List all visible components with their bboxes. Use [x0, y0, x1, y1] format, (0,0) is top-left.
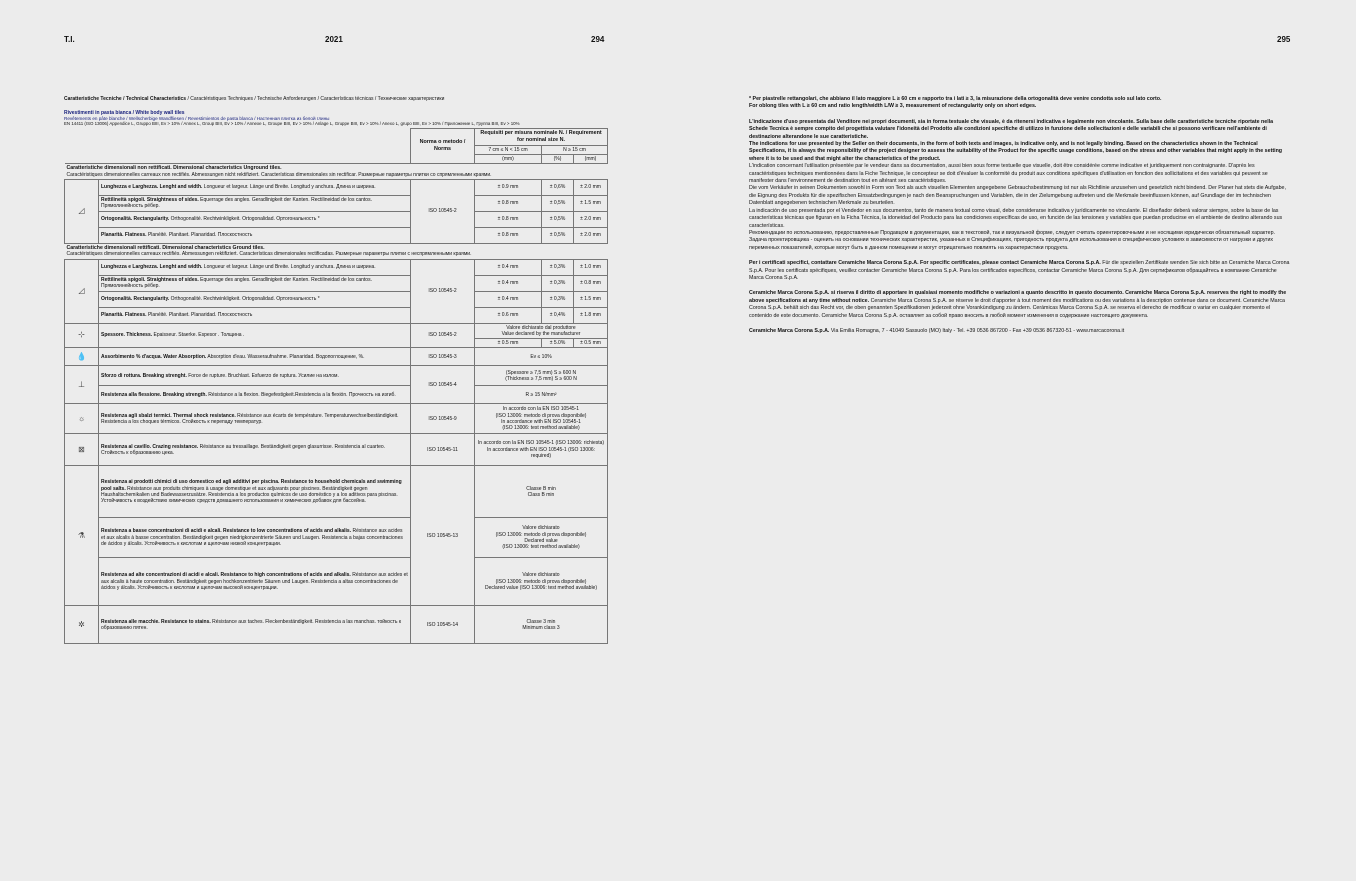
characteristics-table: Norma o metodo / Norms Requisiti per misura nominale N. / Requirement for nominal size N. 7 cm ≤ N < 15 cm N ≥ 15 cm (mm) (%) (mm) Caratteristiche dimensionali non rettificati. Dimensional characteristics Unground tiles. Caractéristiques dimensionnelles carreaux non rectifiés. Abmessungen nicht rektifiziert. Características dimensionales sin rectificar. Размерные параметры плитки со спрямленными краями. ◿ Lunghezza e Larghezza. Lenght and width. Longueur et largeur. Länge und Breite. Longitud y anchura. Длина и ширина. ISO 10545-2 ± 0.9 mm ± 0,6% ± 2.0 mm Rettilineità spigoli. Straightness of sides. Equerrage des angles. Geradlinigkeit der Kanten. Rectilineidad de los cantos. Прямолинейность рёбер. ± 0.8 mm ± 0,5% ± 1.5 mm Ortogonalità. Rectangularity. Orthogonalité. Rechtwinkligkeit. Ortogonalidad. Ортогональность * ± 0.8 mm ± 0,5% ± 2.0 mm Planarità. Flatness. Planéité. Planitaet. Planaridad. Плоскостность ± 0.8 mm ± 0,5% ± 2.0 mm Caratteristiche dimensionali rettificati. Dimensional characteristics Ground tiles. Caractéristiques dimensionnelles carreaux rectifiés. Abmessungen rektifiziert. Características dimensionales rectificadas. Размерные параметры плитки с неспрямленными краями. ◿ Lunghezza e Larghezza. Lenght and width. Longueur et largeur. Länge und Breite. Longitud y anchura. Длина и ширина. ISO 10545-2 ± 0.4 mm ± 0,3% ± 1.0 mm Rettilineità spigoli. Straightness of sides. Equerrage des angles. Geradlinigkeit der Kanten. Rectilineidad de los cantos. Прямолинейность рёбер. ± 0.4 mm ± 0,3% ± 0.8 mm Ortogonalità. Rectangularity. Orthogonalité. Rechtwinkligkeit. Ortogonalidad. Ортогональность * ± 0.4 mm ± 0,3% ± 1.5 mm Planarità. Flatness. Planéité. Planitaet. Planaridad. Плоскостность ± 0.6 mm ± 0,4% ± 1.8 mm ⊹ Spessore. Thickness. Epaisseur. Staerke. Espesor . Толщина . ISO 10545-2 Valore dichiarato dal produttore Value declared by the manufacturer ± 0.5 mm ± 5.0% ± 0.5 mm 💧 Assorbimento % d'acqua. Water Absorption. Absorption d'eau. Wasseraufnahme. Planaridad. Водопоглощение, %. ISO 10545-3 Ev ≤ 10% ⊥ Sforzo di rottura. Breaking strenght. Force de rupture. Bruchlast. Esfuerzo de ruptura. Усилие на излом. ISO 10545-4 (Spessore ≥ 7,5 mm) S ≥ 600 N (Thickness ≥ 7,5 mm) S ≥ 600 N Resistenza alla flessione. Breaking strength. Résistance a la flexion. Biegefestigkeit.Resistencia a la flexión. Прочность на изгиб. R ≥ 15 N/mm² ☼ Resistenza agli sbalzi termici. Thermal shock resistance. Résistance aux écarts de température. Temperaturwechselbeständigkeit. Resistencia a los choques térmicos. Стойкость к перепаду температур. ISO 10545-9 In accordo con la EN ISO 10545-1 (ISO 13006: metodo di prova disponibile) In accordance with EN ISO 10545-1 (ISO 13006: test method available) ⊠ Resistenza al cavillo. Crazing resistance. Résistance au tressaillage. Beständigkeit gegen glasurrisse. Resistencia al cuarteo. Стойкость к образованию цека. ISO 10545-11 In accordo con la EN ISO 10545-1 (ISO 13006: richiesta) In accordance with EN ISO 10545-1 (ISO 13006: required) ⚗ Resistenza ai prodotti chimici di uso domestico ed agli additivi per piscina. Resistance to household chemicals and swimming pool salts. Résistance aux produits chimiques à usage domestique et aux adjuvants pour piscines. Beständigkeit gegen Haushaltschemikalien und Badewasserzusätze. Resistencia a los productos químicos de uso doméstico y a los aditivos para piscinas. Устойчивость к воздействию химических средств домашнего использования и химических добавок для бассейна. ISO 10545-13 Classe B min Class B min Resistenza a basse concentrazioni di acidi e alcali. Resistance to low concentrations of acids and alkalis. Résistance aux acides et aux alcalis à basse concentration. Beständigkeit gegen niedrigkonzentrierte Säuren und Laugen. Resistencia a bajas concentraciones de ácidos y álcalis. Устойчивость к кислотам и щелочам низкой концентрации. Valore dichiarato (ISO 13006: metodo di prova disponibile) Declared value (ISO 13006: test method available) Resistenza ad alte concentrazioni di acidi e alcali. Resistance to high concentrations of acids and alkalis. Résistance aux acides et aux alcalis à haute concentration. Beständigkeit gegen hochkonzentrierte Säuren und Laugen. Resistencia a altas concentraciones de ácidos y álcalis. Устойчивость к кислотам и щелочам высокой концентрации. Valore dichiarato (ISO 13006: metodo di prova disponibile) Declared value (ISO 13006: test method available) ✲ Resistenza alle macchie. Resistance to stains. Résistance aux taches. Fleckenbeständigkeit. Resistencia a las manchas. тойкость к образованию пятен. ISO 10545-14 Classe 3 min Minimum class 3 — [64, 128, 608, 644]
row-water-absorption: Assorbimento % d'acqua. Water Absorption. Absorption d'eau. Wasseraufnahme. Planaridad. Водопоглощение, %. — [99, 348, 411, 366]
size-col-small: 7 cm ≤ N < 15 cm — [475, 145, 542, 154]
ruler-icon: ◿ — [65, 179, 99, 243]
breaking-icon: ⊥ — [65, 366, 99, 404]
stains-value: Classe 3 min Minimum class 3 — [475, 606, 608, 644]
product-subtitle-translations: Revêtements en pâte blanche / Wellscherbige Wandfliesen / Revestimientos de pasta blanca / Настенная плитка из белой глины — [64, 116, 330, 121]
row-rectangularity: Ortogonalità. Rectangularity. Orthogonalité. Rechtwinkligkeit. Ortogonalidad. Ортогональность * — [99, 291, 411, 307]
chemical-icon: ⚗ — [65, 466, 99, 606]
row-straightness: Rettilineità spigoli. Straightness of sides. Equerrage des angles. Geradlinigkeit der Kanten. Rectilineidad de los cantos. Прямолинейность рёбер. — [99, 195, 411, 211]
rights-note: Ceramiche Marca Corona S.p.A. si riserva il diritto di apportare in qualsiasi momento modifiche o variazioni a quanto descritto in questo documento. Ceramiche Marca Corona S.p.A. reserves the right to modify the above specifications at any time without notice. Ceramiche Marca Corona S.p.A. se réserve le droit d'apporter à tout moment des modifications ou des variations à la description contenue dans ce document. Ceramiche Marca Corona S.p.A. behält sich das Recht vor, die oben genannten Spezifikationen jederzeit ohne Vorankündigung zu ändern. Cerámicas Marca Corona S.p.A. se reserva el derecho de modificar o variar en cualquier momento el contenido de este documento. Ceramiche Marca Corona S.p.A. оставляет за собой право вносить в любой момент изменения в содержание настоящего документа. — [749, 290, 1287, 319]
section-ground: Caratteristiche dimensionali rettificati. Dimensional characteristics Ground tiles. Caractéristiques dimensionnelles carreaux rectifiés. Abmessungen rektifiziert. Características dimensionales rectificadas. Размерные параметры плитки с неспрямленными краями. — [65, 243, 608, 259]
row-rectangularity: Ortogonalità. Rectangularity. Orthogonalité. Rechtwinkligkeit. Ortogonalidad. Ортогональность * — [99, 211, 411, 227]
water-drop-icon: 💧 — [65, 348, 99, 366]
table-title: Caratteristiche Tecniche / Technical Characteristics / Caractéristiques Techniques / Technische Anforderungen / Características técnicas / Технические характеристики — [64, 96, 445, 102]
certificates-note: Per i certificati specifici, contattare Ceramiche Marca Corona S.p.A. For specific certificates, please contact Ceramiche Marca Corona S.p.A. Für die speziellen Zertifikate wenden Sie sich bitte an Ceramiche Marca Corona S.p.A. Pour les certificats spécifiques, veuillez contacter Ceramiche Marca Corona S.p.A. Para los certificados específicos, contactar Ceramiche Marca Corona S.p.A. Для сертификатов обращайтесь в компанию Ceramiche Marca Corona S.p.A. — [749, 260, 1290, 281]
chem1-value: Classe B min Class B min — [475, 466, 608, 518]
row-flatness: Planarità. Flatness. Planéité. Planitaet. Planaridad. Плоскостность — [99, 307, 411, 323]
size-col-large: N ≥ 15 cm — [542, 145, 608, 154]
row-stains: Resistenza alle macchie. Resistance to stains. Résistance aux taches. Fleckenbeständigkeit. Resistencia a las manchas. тойкость к образованию пятен. — [99, 606, 411, 644]
section-unground: Caratteristiche dimensionali non rettificati. Dimensional characteristics Unground tiles. Caractéristiques dimensionnelles carreaux non rectifiés. Abmessungen nicht rektifiziert. Características dimensionales sin rectificar. Размерные параметры плитки со спрямленными краями. — [65, 164, 608, 180]
row-length-width: Lunghezza e Larghezza. Lenght and width. Longueur et largeur. Länge und Breite. Longitud y anchura. Длина и ширина. — [99, 179, 411, 195]
product-subtitle: Rivestimenti in pasta bianca / White body wall tiles — [64, 110, 185, 116]
row-straightness: Rettilineità spigoli. Straightness of sides. Equerrage des angles. Geradlinigkeit der Kanten. Rectilineidad de los cantos. Прямолинейность рёбер. — [99, 275, 411, 291]
norm-cell: ISO 10545-11 — [411, 434, 475, 466]
standard-reference: EN 14411 (ISO 13006) Appendice L, Gruppo BIII, Ev > 10% / Annex L, Group BIII, Ev > 10% / Annexe L, Groupe BIII, Ev > 10% / Anlage L, Gruppe BIII, Ev > 10% / Anexo L, grupo BIII, Ev > 10% / Приложение L, Группа BIII, Ev > 10% — [64, 121, 520, 126]
note-rectangularity: * Per piastrelle rettangolari, che abbiano il lato maggiore L ≥ 60 cm e rapporto tra i lati ≥ 3, la misurazione della ortogonalità deve venire condotta solo sul lato corto. For oblong tiles with L ≥ 60 cm and ratio length/width L/W ≥ 3, measurement of rectangularity only on short edges. — [749, 96, 1162, 110]
row-flatness: Planarità. Flatness. Planéité. Planitaet. Planaridad. Плоскостность — [99, 227, 411, 243]
row-thickness: Spessore. Thickness. Epaisseur. Staerke. Espesor . Толщина . — [99, 323, 411, 348]
norm-cell: ISO 10545-14 — [411, 606, 475, 644]
thickness-icon: ⊹ — [65, 323, 99, 348]
disclaimer: L'indicazione d'uso presentata dal Venditore nei propri documenti, sia in forma testuale che visuale, è da ritenersi indicativa e legalmente non vincolante. Sulla base delle caratteristiche tecniche riportate nella Schede Tecnica è sempre compito del progettista valutare l'idoneità del Prodotto alle condizioni specifiche di utilizzo in funzione delle sollecitazioni e delle variabili che si possono verificare nell'ambiente di destinazione alterandone le sue caratteristiche. The indications for use presented by the Seller on their documents, in the form of both texts and images, is indicative only, and is not legally binding. Based on the characteristics shown in the Technical Specifications, it is always the responsibility of the project designer to assess the suitability of the Product for the specific usage conditions, based on the stress and other variables that might apply in the setting where it is to be used and that might alter the characteristics of the product. L'indication concernant l'utilisation présentée par le vendeur dans sa documentation, aussi bien sous forme textuelle que visuelle, doit être considérée comme indicative et juridiquement non contraignante. D'après les caractéristiques techniques mentionnées dans la Fiche Technique, le concepteur se doit d'évaluer la conformité du produit aux conditions spécifiques d'utilisation en fonction des sollicitations et des variables qui peuvent se manifester dans l'environnement de destination tout en altérant ses caractéristiques. Die vom Verkäufer in seinen Dokumenten sowohl in Form von Text als auch visuellen Elementen angegebene Gebrauchsbestimmung ist nur als Richtlinie anzusehen und gesetzlich nicht bindend. Der Planer hat stets die Aufgabe, die Eignung des Produkts für die spezifischen Einsatzbedingungen je nach den Beanspruchungen und Variablen, die in der Zielumgebung auftreten und die Merkmale beeinflussen können, auf Grundlage der im technischen Datenblatt angegebenen technischen Merkmale zu beurteilen. La indicación de uso presentada por el Vendedor en sus documentos, tanto de manera textual como visual, debe considerarse indicativa y jurídicamente no vinculante. El diseñador deberá valorar siempre, sobre la base de las características técnicas que figuran en la Ficha Técnica, la idoneidad del Producto para las condiciones específicas de uso, en función de las tensiones y variables que puedan producirse en el ambiente de destino alterando sus características. Рекомендации по использованию, предоставленные Продавцом в документации, как в текстовой, так и визуальной форме, следует считать ориентировочными и не носящими юридически обязательный характер. Задача проектировщика - оценить на основании технических характеристик, указанных в Спецификациях, пригодность продукта для использования в специфических условиях в зависимости от нагрузки и других переменных показателей, которые могут быть в данном помещении и могут отрицательно повлиять на характеристики продукта. — [749, 118, 1286, 251]
norm-cell: ISO 10545-9 — [411, 404, 475, 434]
crazing-icon: ⊠ — [65, 434, 99, 466]
water-value: Ev ≤ 10% — [475, 348, 608, 366]
crazing-value: In accordo con la EN ISO 10545-1 (ISO 13006: richiesta) In accordance with EN ISO 10545-1 (ISO 13006: required) — [475, 434, 608, 466]
norm-cell: ISO 10545-2 — [411, 179, 475, 243]
row-flexion: Resistenza alla flessione. Breaking strength. Résistance a la flexion. Biegefestigkeit.Resistencia a la flexión. Прочность на изгиб. — [99, 386, 411, 404]
thickness-declared: Valore dichiarato dal produttore Value declared by the manufacturer — [475, 323, 608, 339]
norm-cell: ISO 10545-2 — [411, 259, 475, 323]
row-length-width: Lunghezza e Larghezza. Lenght and width. Longueur et largeur. Länge und Breite. Longitud y anchura. Длина и ширина. — [99, 259, 411, 275]
ruler-icon: ◿ — [65, 259, 99, 323]
unit-percent: (%) — [542, 154, 574, 163]
row-breaking-strength: Sforzo di rottura. Breaking strenght. Force de rupture. Bruchlast. Esfuerzo de ruptura. Усилие на излом. — [99, 366, 411, 386]
requirement-header: Requisiti per misura nominale N. / Requirement for nominal size N. — [475, 129, 608, 146]
norm-header: Norma o metodo / Norms — [411, 129, 475, 164]
row-crazing: Resistenza al cavillo. Crazing resistance. Résistance au tressaillage. Beständigkeit gegen glasurrisse. Resistencia al cuarteo. Стойкость к образованию цека. — [99, 434, 411, 466]
chem2-value: Valore dichiarato (ISO 13006: metodo di prova disponibile) Declared value (ISO 13006: test method available) — [475, 518, 608, 558]
row-chemical-low: Resistenza a basse concentrazioni di acidi e alcali. Resistance to low concentrations of acids and alkalis. Résistance aux acides et aux alcalis à basse concentration. Beständigkeit gegen niedrigkonzentrierte Säuren und Laugen. Resistencia a bajas concentraciones de ácidos y álcalis. Устойчивость к кислотам и щелочам низкой концентрации. — [99, 518, 411, 558]
page-number-right: 295 — [1277, 35, 1291, 44]
page-number-left: 294 — [591, 35, 605, 44]
row-thermal-shock: Resistenza agli sbalzi termici. Thermal shock resistance. Résistance aux écarts de température. Temperaturwechselbeständigkeit. Resistencia a los choques térmicos. Стойкость к перепаду температур. — [99, 404, 411, 434]
row-chemical-household: Resistenza ai prodotti chimici di uso domestico ed agli additivi per piscina. Resistance to household chemicals and swimming pool salts. Résistance aux produits chimiques à usage domestique et aux adjuvants pour piscines. Beständigkeit gegen Haushaltschemikalien und Badewasserzusätze. Resistencia a los productos químicos de uso doméstico y a los aditivos para piscinas. Устойчивость к воздействию химических средств домашнего использования и химических добавок для бассейна. — [99, 466, 411, 518]
norm-cell: ISO 10545-2 — [411, 323, 475, 348]
norm-cell: ISO 10545-4 — [411, 366, 475, 404]
header-year: 2021 — [325, 35, 343, 44]
thermal-value: In accordo con la EN ISO 10545-1 (ISO 13006: metodo di prova disponibile) In accordance with EN ISO 10545-1 (ISO 13006: test method available) — [475, 404, 608, 434]
flexion-value: R ≥ 15 N/mm² — [475, 386, 608, 404]
chem3-value: Valore dichiarato (ISO 13006: metodo di prova disponibile) Declared value (ISO 13006: test method available) — [475, 558, 608, 606]
thermal-shock-icon: ☼ — [65, 404, 99, 434]
stain-icon: ✲ — [65, 606, 99, 644]
norm-cell: ISO 10545-13 — [411, 466, 475, 606]
norm-cell: ISO 10545-3 — [411, 348, 475, 366]
rupture-value: (Spessore ≥ 7,5 mm) S ≥ 600 N (Thickness ≥ 7,5 mm) S ≥ 600 N — [475, 366, 608, 386]
unit-mm: (mm) — [475, 154, 542, 163]
row-chemical-high: Resistenza ad alte concentrazioni di acidi e alcali. Resistance to high concentrations of acids and alkalis. Résistance aux acides et aux alcalis à haute concentration. Beständigkeit gegen hochkonzentrierte Säuren und Laugen. Resistencia a altas concentraciones de ácidos y álcalis. Устойчивость к кислотам и щелочам высокой концентрации. — [99, 558, 411, 606]
header-code: T.I. — [64, 35, 75, 44]
company-address: Ceramiche Marca Corona S.p.A. Via Emilia Romagna, 7 - 41049 Sassuolo (MO) Italy - Tel. +39 0536 867200 - Fax +39 0536 867320-51 - www.marcacorona.it — [749, 327, 1125, 334]
notes-right — [749, 96, 1291, 343]
technical-sheet-left — [64, 96, 607, 644]
unit-mm: (mm) — [574, 154, 608, 163]
